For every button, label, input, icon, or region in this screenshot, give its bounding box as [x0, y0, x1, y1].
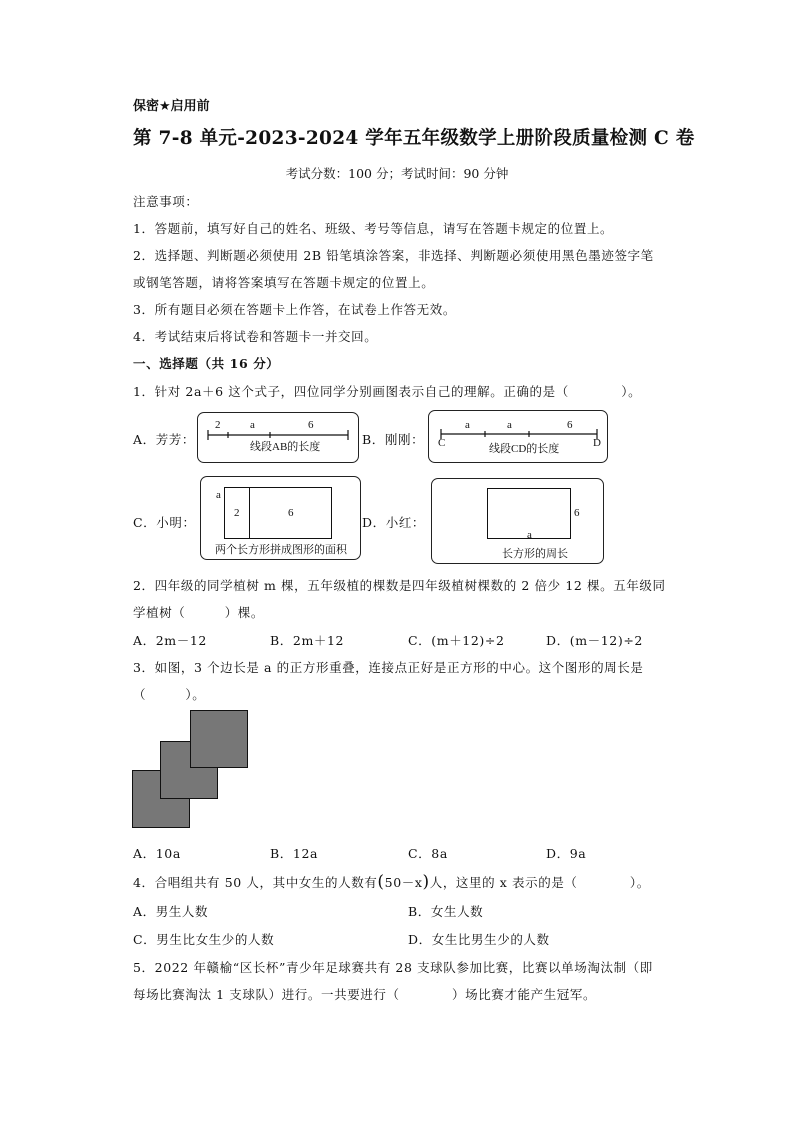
figure-caption: 线段AB的长度 — [250, 441, 321, 453]
q3-option-a: A．10a — [133, 846, 181, 861]
q4-expression: 50－x — [384, 875, 423, 890]
q1-figure-d — [431, 478, 604, 564]
q3-option-c: C．8a — [408, 846, 448, 861]
question-1-stem: 1．针对 2a＋6 这个式子，四位同学分别画图表示自己的理解。正确的是（ ）。 — [133, 384, 642, 399]
figure-caption: 线段CD的长度 — [489, 443, 560, 455]
question-2-stem-line1: 2．四年级的同学植树 m 棵，五年级植的棵数是四年级植树棵数的 2 倍少 12 棵。五年级同 — [133, 578, 666, 593]
q1-option-b-label: B．刚刚： — [362, 432, 425, 447]
label-a: a — [507, 419, 512, 431]
q4-option-c: C．男生比女生少的人数 — [133, 932, 275, 947]
q4-option-b: B．女生人数 — [408, 904, 484, 919]
label-d: D — [593, 437, 601, 449]
question-5-stem-line1: 5．2022 年赣榆“区长杯”青少年足球赛共有 28 支球队参加比赛，比赛以单场淘汰制（即 — [133, 960, 653, 975]
label-2: 2 — [215, 419, 221, 431]
question-3-stem-line1: 3．如图，3 个边长是 a 的正方形重叠，连接点正好是正方形的中心。这个图形的周长是 — [133, 660, 644, 675]
section-heading: 一、选择题（共 16 分） — [133, 356, 280, 371]
q2-option-b: B．2m＋12 — [270, 633, 345, 648]
label-a: a — [250, 419, 255, 431]
q2-option-a: A．2m－12 — [133, 633, 207, 648]
q4-option-d: D．女生比男生少的人数 — [408, 932, 550, 947]
note-item: 2．选择题、判断题必须使用 2B 铅笔填涂答案，非选择、判断题必须使用黑色墨迹签字笔 — [133, 248, 654, 263]
question-5-stem-line2: 每场比赛淘汰 1 支球队）进行。一共要进行（ ）场比赛才能产生冠军。 — [133, 987, 597, 1002]
q4-stem-part1: 4．合唱组共有 50 人，其中女生的人数有 — [133, 875, 378, 890]
exam-info: 考试分数：100 分；考试时间：90 分钟 — [285, 166, 509, 181]
question-2-stem-line2: 学植树（ ）棵。 — [133, 605, 265, 620]
note-item: 4．考试结束后将试卷和答题卡一并交回。 — [133, 329, 378, 344]
label-6: 6 — [567, 419, 573, 431]
notes-heading: 注意事项： — [133, 194, 199, 209]
label-6: 6 — [574, 507, 580, 519]
q2-option-d: D．(m－12)÷2 — [546, 633, 643, 648]
note-item: 1．答题前，填写好自己的姓名、班级、考号等信息，请写在答题卡规定的位置上。 — [133, 221, 614, 236]
label-a: a — [527, 529, 532, 541]
figure-caption: 长方形的周长 — [502, 548, 568, 560]
label-2: 2 — [234, 507, 240, 519]
q1-option-a-label: A．芳芳： — [133, 432, 196, 447]
q1-figure-b — [428, 410, 608, 463]
label-c: C — [438, 437, 446, 449]
q4-option-a: A．男生人数 — [133, 904, 209, 919]
confidential-label: 保密★启用前 — [133, 99, 210, 114]
square — [190, 710, 248, 768]
q1-option-d-label: D．小红： — [362, 515, 426, 530]
note-item: 或钢笔答题，请将答案填写在答题卡规定的位置上。 — [133, 275, 435, 290]
q1-figure-c — [200, 476, 361, 560]
exam-title: 第 7-8 单元-2023-2024 学年五年级数学上册阶段质量检测 C 卷 — [133, 128, 695, 149]
q2-option-c: C．(m＋12)÷2 — [408, 633, 505, 648]
label-a: a — [216, 489, 221, 501]
overlapping-squares-figure — [132, 710, 252, 832]
label-6: 6 — [288, 507, 294, 519]
q1-figure-a — [197, 412, 359, 463]
q4-stem-part2: 人，这里的 x 表示的是（ ）。 — [429, 875, 650, 890]
label-a: a — [465, 419, 470, 431]
question-4-stem: 4．合唱组共有 50 人，其中女生的人数有(50－x)人，这里的 x 表示的是（ ）。 — [133, 872, 650, 892]
figure-caption: 两个长方形拼成图形的面积 — [215, 544, 347, 556]
question-3-stem-line2: （ ）。 — [133, 687, 206, 702]
note-item: 3．所有题目必须在答题卡上作答，在试卷上作答无效。 — [133, 302, 456, 317]
label-6: 6 — [308, 419, 314, 431]
q1-option-c-label: C．小明： — [133, 515, 196, 530]
q3-option-b: B．12a — [270, 846, 319, 861]
q3-option-d: D．9a — [546, 846, 587, 861]
